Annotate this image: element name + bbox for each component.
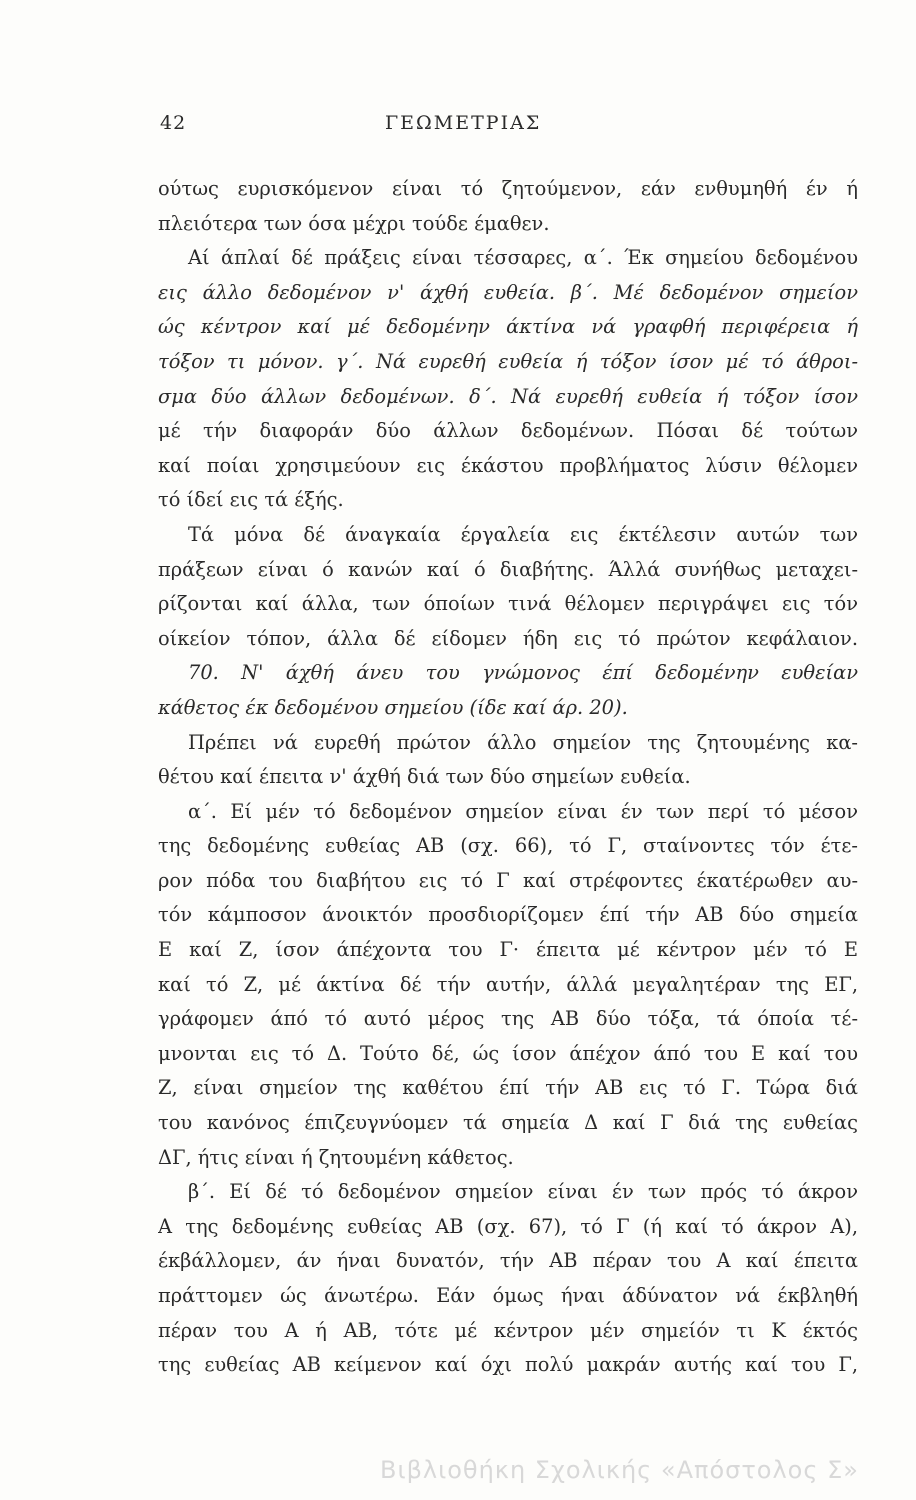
text-line: καί ποίαι χρησιμεύουν εις έκάστου προβλήματος λύσιν θέλομεν: [158, 453, 858, 477]
text-line: έκβάλλομεν, άν ήναι δυνατόν, τήν ΑΒ πέραν του Α καί έπειτα: [158, 1249, 858, 1273]
text-line: μέ τήν διαφοράν δύο άλλων δεδομένων. Πόσαι δέ τούτων: [158, 419, 858, 443]
library-watermark: Βιβλιοθήκη Σχολικής «Απόστολος Σ»: [380, 1456, 859, 1484]
text-line: πράττομεν ώς άνωτέρω. Εάν όμως ήναι άδύνατον νά έκβληθή: [158, 1284, 858, 1307]
text-line: ρον πόδα του διαβήτου εις τό Γ καί στρέφοντες έκατέρωθεν αυ-: [158, 868, 858, 892]
text-line: τό ίδεί εις τά έξής.: [158, 488, 344, 512]
text-line: ΔΓ, ήτις είναι ή ζητουμένη κάθετος.: [158, 1145, 514, 1169]
text-line: ώς κέντρον καί μέ δεδομένην άκτίνα νά γραφθή περιφέρεια ή: [158, 315, 858, 339]
running-title: ΓΕΩΜΕΤΡΙΑΣ: [385, 112, 542, 134]
section-heading-line: κάθετος έκ δεδομένου σημείου (ίδε καί άρ. 20).: [158, 695, 628, 719]
text-line: της ευθείας ΑΒ κείμενον καί όχι πολύ μακράν αυτής καί του Γ,: [158, 1353, 858, 1377]
text-line: πλειότερα των όσα μέχρι τούδε έμαθεν.: [158, 211, 550, 235]
text-line: Ζ, είναι σημείον της καθέτου έπί τήν ΑΒ εις τό Γ. Τώρα διά: [158, 1076, 858, 1100]
text-line: θέτου καί έπειτα ν' άχθή διά των δύο σημείων ευθεία.: [158, 765, 691, 789]
text-line: οίκείον τόπον, άλλα δέ είδομεν ήδη εις τό πρώτον κεφάλαιον.: [158, 626, 858, 650]
text-line: ρίζονται καί άλλα, των όποίων τινά θέλομεν περιγράψει εις τόν: [158, 592, 858, 616]
text-line: α΄. Εί μέν τό δεδομένον σημείον είναι έν των περί τό μέσον: [188, 799, 858, 823]
text-line: Α της δεδομένης ευθείας ΑΒ (σχ. 67), τό Γ (ή καί τό άκρον Α),: [158, 1214, 858, 1238]
page-body: [158, 172, 858, 1383]
text-line: του κανόνος έπιζευγνύομεν τά σημεία Δ καί Γ διά της ευθείας: [158, 1111, 858, 1135]
section-heading-line: 70. Ν' άχθή άνευ του γνώμονος έπί δεδομένην ευθείαν: [188, 661, 858, 685]
text-line: εις άλλο δεδομένον ν' άχθή ευθεία. β΄. Μέ δεδομένον σημείον: [158, 280, 858, 304]
text-line: γράφομεν άπό τό αυτό μέρος της ΑΒ δύο τόξα, τά όποία τέ-: [158, 1007, 858, 1031]
text-line: καί τό Ζ, μέ άκτίνα δέ τήν αυτήν, άλλά μεγαλητέραν της ΕΓ,: [158, 972, 858, 996]
text-line: Αί άπλαί δέ πράξεις είναι τέσσαρες, α΄. Έκ σημείου δεδομένου: [188, 246, 858, 270]
text-line: Ε καί Ζ, ίσον άπέχοντα του Γ· έπειτα μέ κέντρον μέν τό Ε: [158, 938, 858, 962]
text-line: τόν κάμποσον άνοικτόν προσδιορίζομεν έπί τήν ΑΒ δύο σημεία: [158, 903, 858, 927]
text-line: τόξον τι μόνον. γ΄. Νά ευρεθή ευθεία ή τόξον ίσον μέ τό άθροι-: [158, 349, 858, 373]
text-line: Τά μόνα δέ άναγκαία έργαλεία εις έκτέλεσιν αυτών των: [188, 522, 858, 546]
text-line: σμα δύο άλλων δεδομένων. δ΄. Νά ευρεθή ευθεία ή τόξον ίσον: [158, 384, 858, 408]
page-number: 42: [160, 112, 187, 134]
text-line: πέραν του Α ή ΑΒ, τότε μέ κέντρον μέν σημείόν τι Κ έκτός: [158, 1318, 858, 1342]
text-line: πράξεων είναι ό κανών καί ό διαβήτης. Άλλά συνήθως μεταχει-: [158, 557, 858, 581]
text-line: της δεδομένης ευθείας ΑΒ (σχ. 66), τό Γ, σταίνοντες τόν έτε-: [158, 834, 858, 858]
text-line: ούτως ευρισκόμενον είναι τό ζητούμενον, εάν ενθυμηθή έν ή: [158, 177, 858, 200]
text-line: μνονται εις τό Δ. Τούτο δέ, ώς ίσον άπέχον άπό του Ε καί του: [158, 1041, 858, 1065]
page-header: [160, 112, 860, 142]
text-line: Πρέπει νά ευρεθή πρώτον άλλο σημείον της ζητουμένης κα-: [188, 730, 858, 754]
text-line: β΄. Εί δέ τό δεδομένον σημείον είναι έν των πρός τό άκρον: [188, 1180, 858, 1204]
